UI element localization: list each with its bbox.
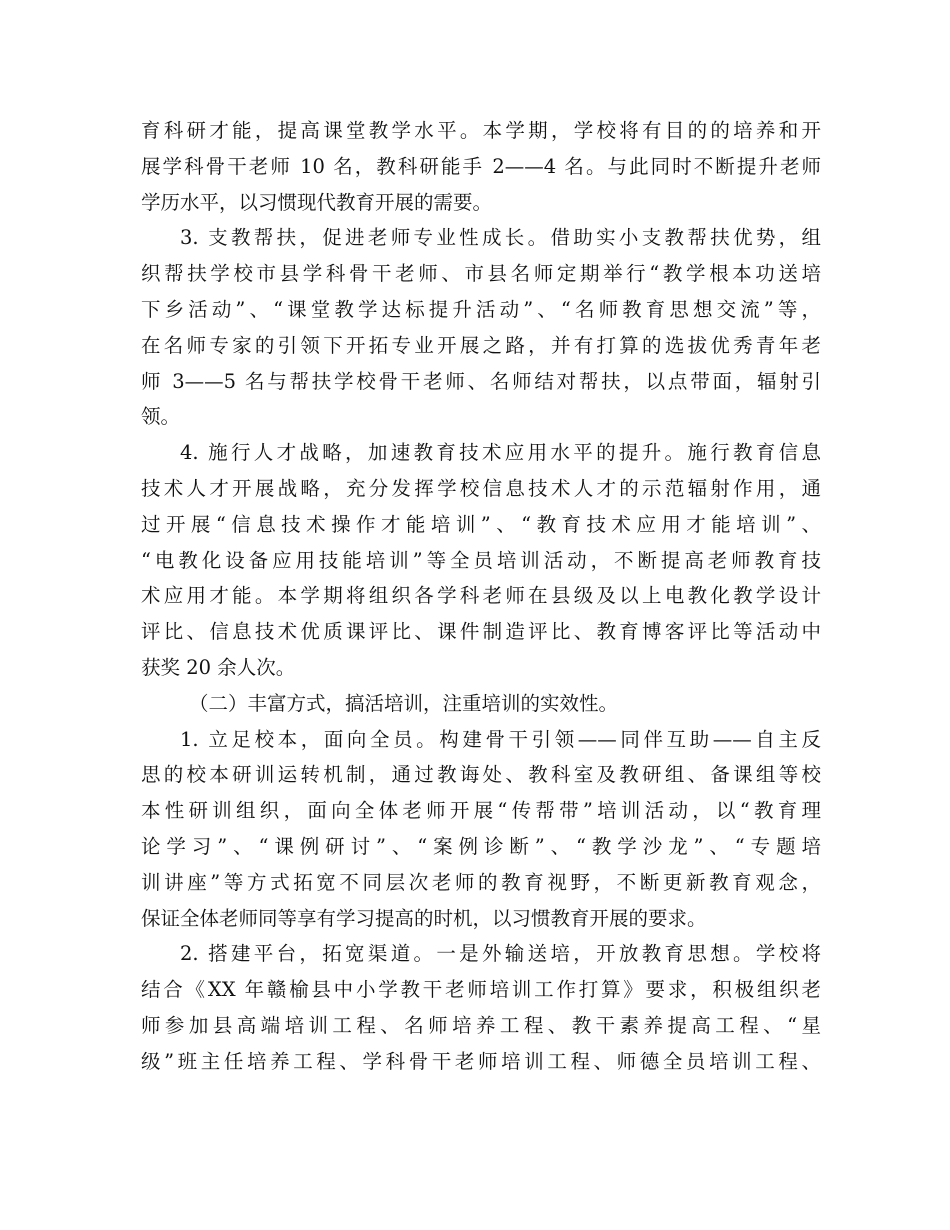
text-line: “电教化设备应用技能培训”等全员培训活动，不断提高老师教育技: [141, 548, 821, 572]
paragraph-item-4-talent: [141, 435, 821, 686]
text-line: 1. 立足校本，面向全员。构建骨干引领——同伴互助——自主反: [180, 727, 821, 751]
section-heading: （二）丰富方式，搞活培训，注重培训的实效性。: [189, 691, 619, 715]
text-line: 本性研训组织，面向全体老师开展“传帮带”培训活动，以“教育理: [141, 799, 821, 823]
text-line: 下乡活动”、“课堂教学达标提升活动”、“名师教育思想交流”等，: [141, 297, 821, 321]
text-line: 在名师专家的引领下开拓专业开展之路，并有打算的选拔优秀青年老: [141, 333, 821, 357]
paragraph-item-3-support: [141, 220, 821, 435]
text-line: 展学科骨干老师 10 名，教科研能手 2——4 名。与此同时不断提升老师: [141, 154, 821, 178]
text-line: 训讲座”等方式拓宽不同层次老师的教育视野，不断更新教育观念，: [141, 870, 821, 894]
text-line: 2. 搭建平台，拓宽渠道。一是外输送培，开放教育思想。学校将: [180, 942, 821, 966]
text-line: 4. 施行人才战略，加速教育技术应用水平的提升。施行教育信息: [180, 441, 821, 465]
text-line: 获奖 20 余人次。: [141, 655, 296, 679]
text-line: 师参加县高端培训工程、名师培养工程、教干素养提高工程、“星: [141, 1013, 821, 1037]
text-line: 领。: [141, 405, 181, 429]
text-line: 育科研才能，提高课堂教学水平。本学期，学校将有目的的培养和开: [141, 119, 821, 142]
text-line: 思的校本研训运转机制，通过教诲处、教科室及教研组、备课组等校: [141, 763, 821, 787]
text-line: 师 3——5 名与帮扶学校骨干老师、名师结对帮扶，以点带面，辐射引: [141, 369, 821, 393]
text-line: 结合《XX 年赣榆县中小学教干老师培训工作打算》要求，积极组织老: [141, 978, 821, 1002]
text-line: 技术人才开展战略，充分发挥学校信息技术人才的示范辐射作用，通: [141, 476, 821, 500]
paragraph-item-2-platform: [141, 936, 821, 1079]
text-line: 3. 支教帮扶，促进老师专业性成长。借助实小支教帮扶优势，组: [180, 226, 821, 250]
paragraph-item-1-school-based: [141, 722, 821, 937]
document-body: [141, 113, 821, 1080]
paragraph-teacher-development: [141, 113, 821, 220]
section-heading-2: [141, 686, 821, 722]
text-line: 术应用才能。本学期将组织各学科老师在县级及以上电教化教学设计: [141, 584, 821, 608]
text-line: 织帮扶学校市县学科骨干老师、市县名师定期举行“教学根本功送培: [141, 262, 821, 286]
text-line: 级”班主任培养工程、学科骨干老师培训工程、师德全员培训工程、: [141, 1049, 821, 1073]
text-line: 保证全体老师同等享有学习提高的时机，以习惯教育开展的要求。: [141, 906, 707, 930]
text-line: 评比、信息技术优质课评比、课件制造评比、教育博客评比等活动中: [141, 620, 821, 644]
text-line: 学历水平，以习惯现代教育开展的需要。: [141, 190, 493, 214]
text-line: 论学习”、“课例研讨”、“案例诊断”、“教学沙龙”、“专题培: [141, 834, 821, 858]
text-line: 过开展“信息技术操作才能培训”、“教育技术应用才能培训”、: [141, 512, 821, 536]
